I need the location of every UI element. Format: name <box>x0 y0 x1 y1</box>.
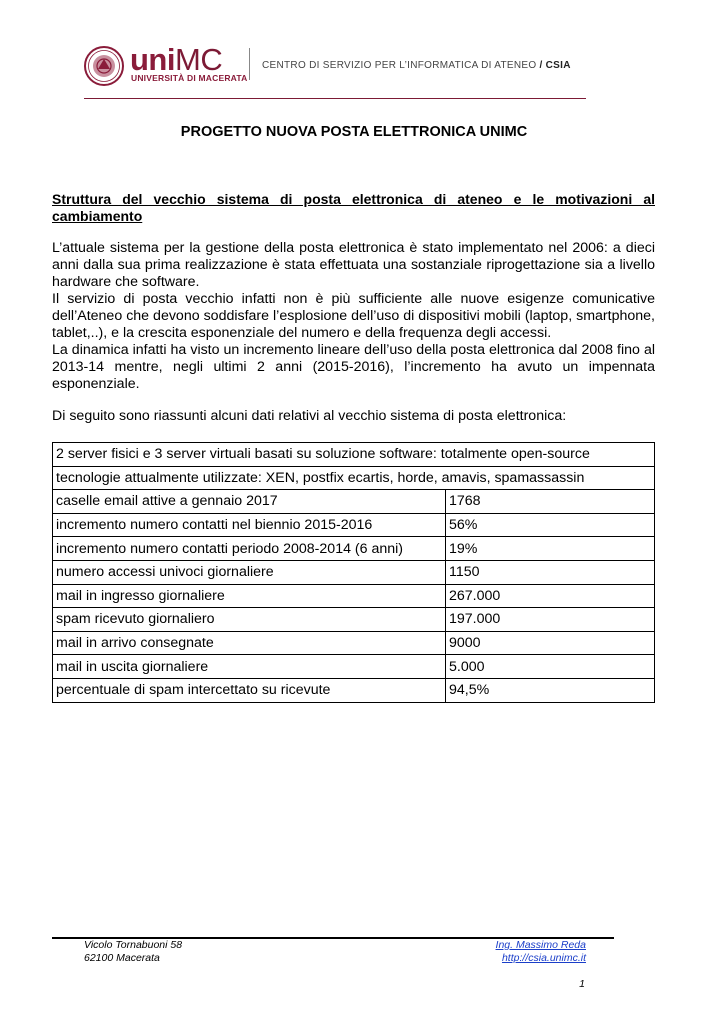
header-divider <box>249 48 250 80</box>
body-text <box>52 240 655 393</box>
page-number: 1 <box>579 978 585 990</box>
website-link[interactable]: http://csia.unimc.it <box>501 952 586 964</box>
center-name: CENTRO DI SERVIZIO PER L’INFORMATICA DI ATENEO / CSIA <box>262 60 571 71</box>
letterhead <box>84 42 586 102</box>
table-value: 267.000 <box>446 584 655 608</box>
footer-address <box>84 939 182 965</box>
section-heading: Struttura del vecchio sistema di posta elettronica di ateneo e le motivazioni al cambiamento <box>52 191 655 224</box>
table-value: 1150 <box>446 560 655 584</box>
table-row <box>53 466 655 490</box>
paragraph: La dinamica infatti ha visto un incremento lineare dell’uso della posta elettronica dal 2008 fino al 2013-14 mentre, negli ultimi 2 anni (2015-2016), l’incremento ha avuto un impennata esponenziale. <box>52 342 655 392</box>
table-label: numero accessi univoci giornaliere <box>53 560 446 584</box>
table-label: mail in arrivo consegnate <box>53 631 446 655</box>
table-row <box>53 443 655 467</box>
table-value: 19% <box>446 537 655 561</box>
logo-wordmark: uniMC <box>130 42 223 77</box>
document-title: PROGETTO NUOVA POSTA ELETTRONICA UNIMC <box>180 124 528 140</box>
table-label: percentuale di spam intercettato su ricevute <box>53 678 446 702</box>
table-label: mail in uscita giornaliere <box>53 655 446 679</box>
table-row <box>53 560 655 584</box>
table-value: 9000 <box>446 631 655 655</box>
paragraph: L’attuale sistema per la gestione della posta elettronica è stato implementato nel 2006: a dieci anni dalla sua prima realizzazione è stata effettuata una sostanziale riprogettazione sia a livello hardware che software. <box>52 240 655 290</box>
table-value: 1768 <box>446 490 655 514</box>
table-row <box>53 678 655 702</box>
footer-contact <box>496 939 586 965</box>
table-value: 94,5% <box>446 678 655 702</box>
table-value: 5.000 <box>446 655 655 679</box>
data-table <box>52 442 655 703</box>
table-label: incremento numero contatti nel biennio 2015-2016 <box>53 513 446 537</box>
table-row <box>53 537 655 561</box>
table-label: mail in ingresso giornaliere <box>53 584 446 608</box>
contact-name-link[interactable]: Ing. Massimo Reda <box>495 939 586 951</box>
header-rule <box>84 98 586 99</box>
table-row <box>53 631 655 655</box>
table-label: incremento numero contatti periodo 2008-2014 (6 anni) <box>53 537 446 561</box>
table-value: 56% <box>446 513 655 537</box>
table-cell: 2 server fisici e 3 server virtuali basati su soluzione software: totalmente open-source <box>53 443 655 467</box>
address-city: 62100 Macerata <box>84 952 160 964</box>
table-intro: Di seguito sono riassunti alcuni dati relativi al vecchio sistema di posta elettronica: <box>52 408 567 424</box>
table-row <box>53 513 655 537</box>
university-seal-icon <box>84 46 124 86</box>
table-value: 197.000 <box>446 608 655 632</box>
address-street: Vicolo Tornabuoni 58 <box>84 939 183 951</box>
table-row <box>53 490 655 514</box>
logo-subtitle: UNIVERSITÀ DI MACERATA <box>131 73 248 83</box>
table-row <box>53 655 655 679</box>
table-label: spam ricevuto giornaliero <box>53 608 446 632</box>
table-label: caselle email attive a gennaio 2017 <box>53 490 446 514</box>
table-cell: tecnologie attualmente utilizzate: XEN, postfix ecartis, horde, amavis, spamassassin <box>53 466 655 490</box>
table-row <box>53 584 655 608</box>
table-row <box>53 608 655 632</box>
paragraph: Il servizio di posta vecchio infatti non è più sufficiente alle nuove esigenze comunicative dell’Ateneo che devono soddisfare l’esplosione dell’uso di dispositivi mobili (laptop, smartphone, tablet,..), e la crescita esponenziale del numero e della frequenza degli accessi. <box>52 291 655 341</box>
